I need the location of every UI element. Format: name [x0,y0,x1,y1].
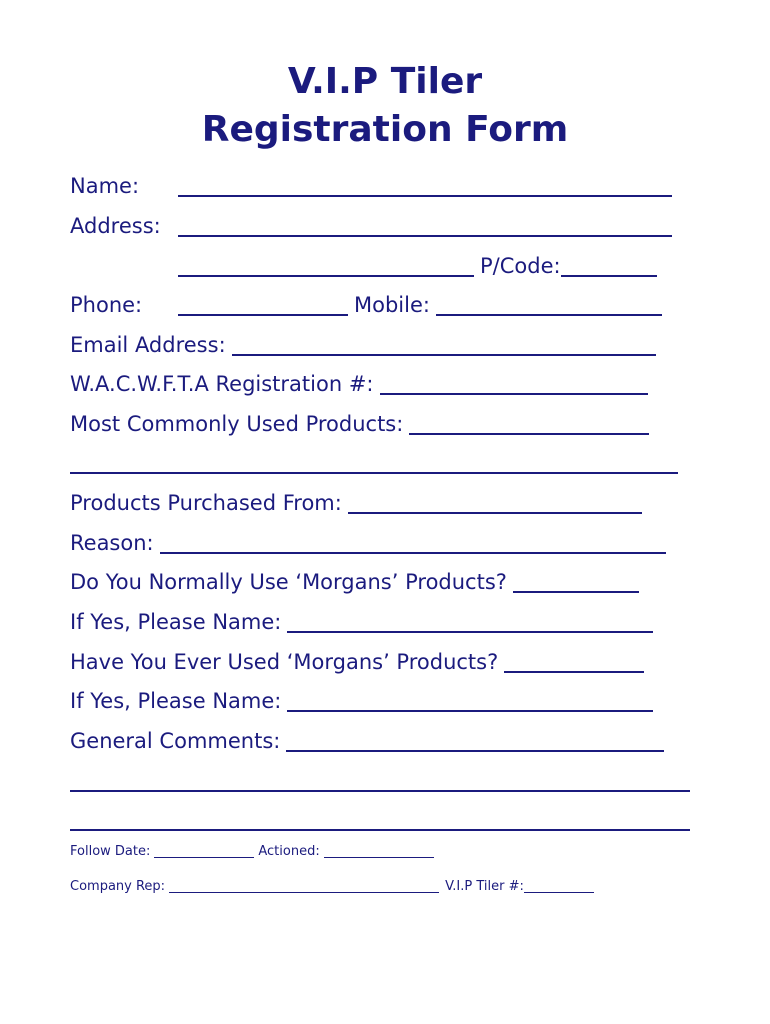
company-rep-field[interactable] [169,879,439,893]
most-common-label: Most Commonly Used Products: [70,412,404,436]
phone-field[interactable] [178,294,348,316]
address-line2-row [70,252,657,280]
email-field[interactable] [232,334,656,356]
phone-label: Phone: [70,293,143,317]
email-label: Email Address: [70,333,226,357]
comments-field[interactable] [286,730,664,752]
wacwfta-row [70,370,648,398]
actioned-field[interactable] [324,844,434,858]
most-common-field[interactable] [409,413,649,435]
mobile-label: Mobile: [354,293,430,317]
comments-row [70,727,664,755]
name-label: Name: [70,174,140,198]
follow-date-label: Follow Date: [70,844,151,859]
most-common-row [70,410,649,438]
if-yes-2-field[interactable] [287,690,653,712]
comments-continuation-row-2 [70,806,690,834]
form-title-line2: Registration Form [201,109,569,150]
if-yes-2-row [70,687,653,715]
actioned-label: Actioned: [258,844,320,859]
address-label: Address: [70,214,161,238]
purchased-from-row [70,489,642,517]
name-field[interactable] [178,175,672,197]
if-yes-1-field[interactable] [287,611,653,633]
follow-date-row [70,843,434,861]
if-yes-2-label: If Yes, Please Name: [70,689,282,713]
if-yes-1-row [70,608,653,636]
phone-row [70,291,662,319]
name-row [70,172,672,200]
ever-used-field[interactable] [504,651,644,673]
comments-continuation-field-2[interactable] [70,809,690,831]
ever-used-row [70,648,644,676]
if-yes-1-label: If Yes, Please Name: [70,610,282,634]
ever-used-label: Have You Ever Used ‘Morgans’ Products? [70,650,499,674]
pcode-label: P/Code: [480,254,561,278]
wacwfta-label: W.A.C.W.F.T.A Registration #: [70,372,374,396]
follow-date-field[interactable] [154,844,254,858]
pcode-field[interactable] [561,255,657,277]
address-row [70,212,672,240]
address-line2-field[interactable] [178,255,474,277]
normally-use-label: Do You Normally Use ‘Morgans’ Products? [70,570,507,594]
company-rep-row [70,878,594,896]
purchased-from-label: Products Purchased From: [70,491,342,515]
normally-use-field[interactable] [513,571,639,593]
reason-field[interactable] [160,532,666,554]
wacwfta-field[interactable] [380,373,648,395]
address-field[interactable] [178,215,672,237]
normally-use-row [70,568,639,596]
reason-row [70,529,666,557]
comments-continuation-field-1[interactable] [70,770,690,792]
company-rep-label: Company Rep: [70,879,166,894]
comments-continuation-row-1 [70,767,690,795]
form-title-line1: V.I.P Tiler [287,61,483,102]
email-row [70,331,656,359]
most-common-continuation-row [70,449,678,477]
comments-label: General Comments: [70,729,281,753]
purchased-from-field[interactable] [348,492,642,514]
reason-label: Reason: [70,531,154,555]
vip-tiler-no-label: V.I.P Tiler #: [445,879,524,894]
mobile-field[interactable] [436,294,662,316]
vip-tiler-no-field[interactable] [524,879,594,893]
most-common-continuation-field[interactable] [70,452,678,474]
